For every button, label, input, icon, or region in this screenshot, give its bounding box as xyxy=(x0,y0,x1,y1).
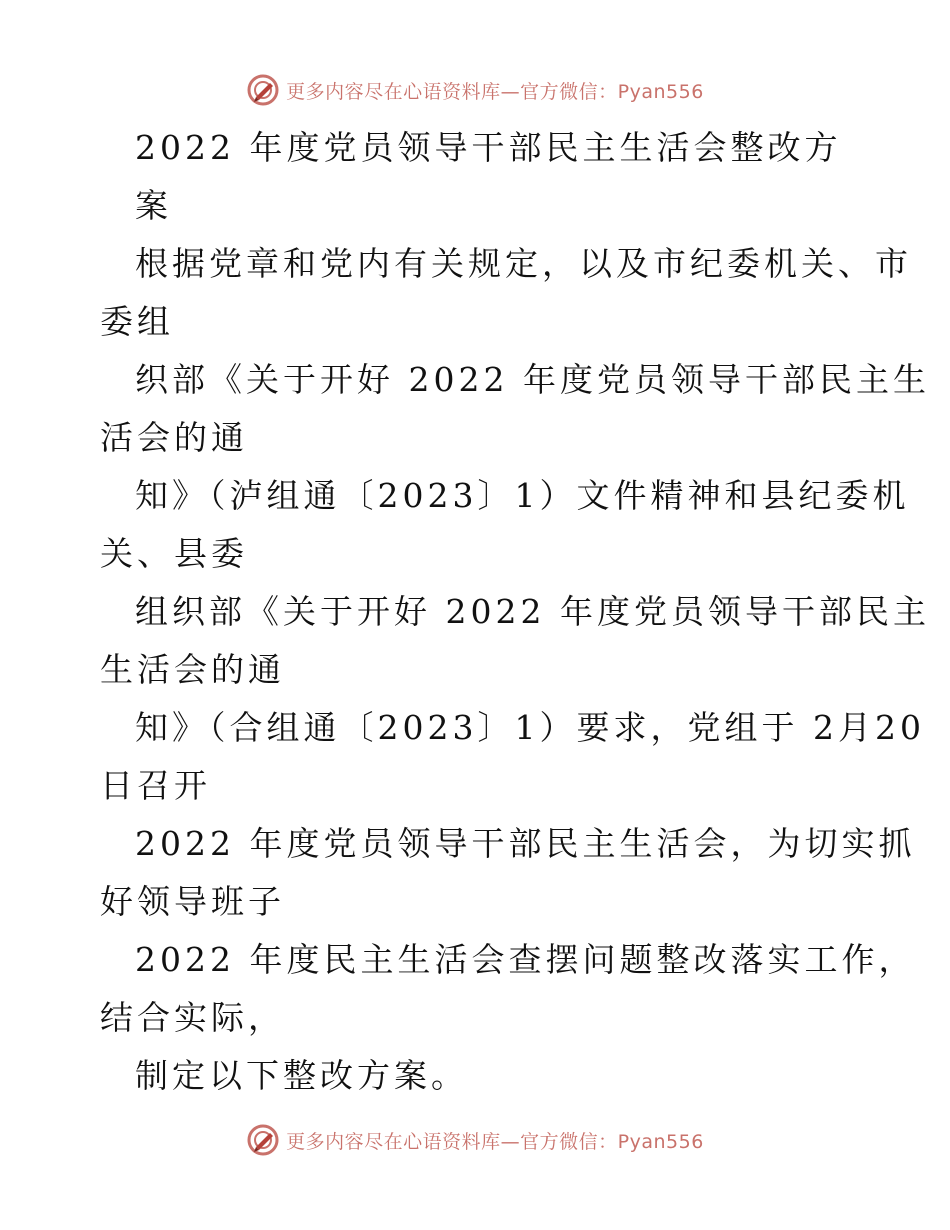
paragraph-line: 组织部《关于开好 2022 年度党员领导干部民主 xyxy=(135,592,930,631)
paragraph-line: 关、县委 xyxy=(100,534,248,573)
pen-circle-logo-icon xyxy=(246,73,280,107)
paragraph-line: 结合实际， xyxy=(100,998,285,1037)
paragraph-line: 生活会的通 xyxy=(100,650,285,689)
paragraph-line: 知》（合组通〔2023〕1）要求，党组于 2月20 xyxy=(135,708,925,747)
paragraph-line: 2022 年度民主生活会查摆问题整改落实工作， xyxy=(135,940,916,979)
watermark-header xyxy=(0,70,950,110)
watermark-text: 更多内容尽在心语资料库—官方微信：Pyan556 xyxy=(286,1130,704,1153)
paragraph-line: 委组 xyxy=(100,302,174,341)
watermark-text: 更多内容尽在心语资料库—官方微信：Pyan556 xyxy=(286,80,704,103)
document-title-line-1: 2022 年度党员领导干部民主生活会整改方 xyxy=(135,128,842,167)
paragraph-line: 好领导班子 xyxy=(100,882,285,921)
paragraph-line: 2022 年度党员领导干部民主生活会，为切实抓 xyxy=(135,824,916,863)
paragraph-line: 日召开 xyxy=(100,766,211,805)
paragraph-line: 知》（泸组通〔2023〕1）文件精神和县纪委机 xyxy=(135,476,910,515)
document-title-line-2: 案 xyxy=(135,186,172,225)
paragraph-line: 制定以下整改方案。 xyxy=(135,1056,468,1095)
watermark-footer xyxy=(0,1120,950,1160)
pen-circle-logo-icon xyxy=(246,1123,280,1157)
paragraph-line: 根据党章和党内有关规定，以及市纪委机关、市 xyxy=(135,244,912,283)
paragraph-line: 织部《关于开好 2022 年度党员领导干部民主生 xyxy=(135,360,930,399)
paragraph-line: 活会的通 xyxy=(100,418,248,457)
